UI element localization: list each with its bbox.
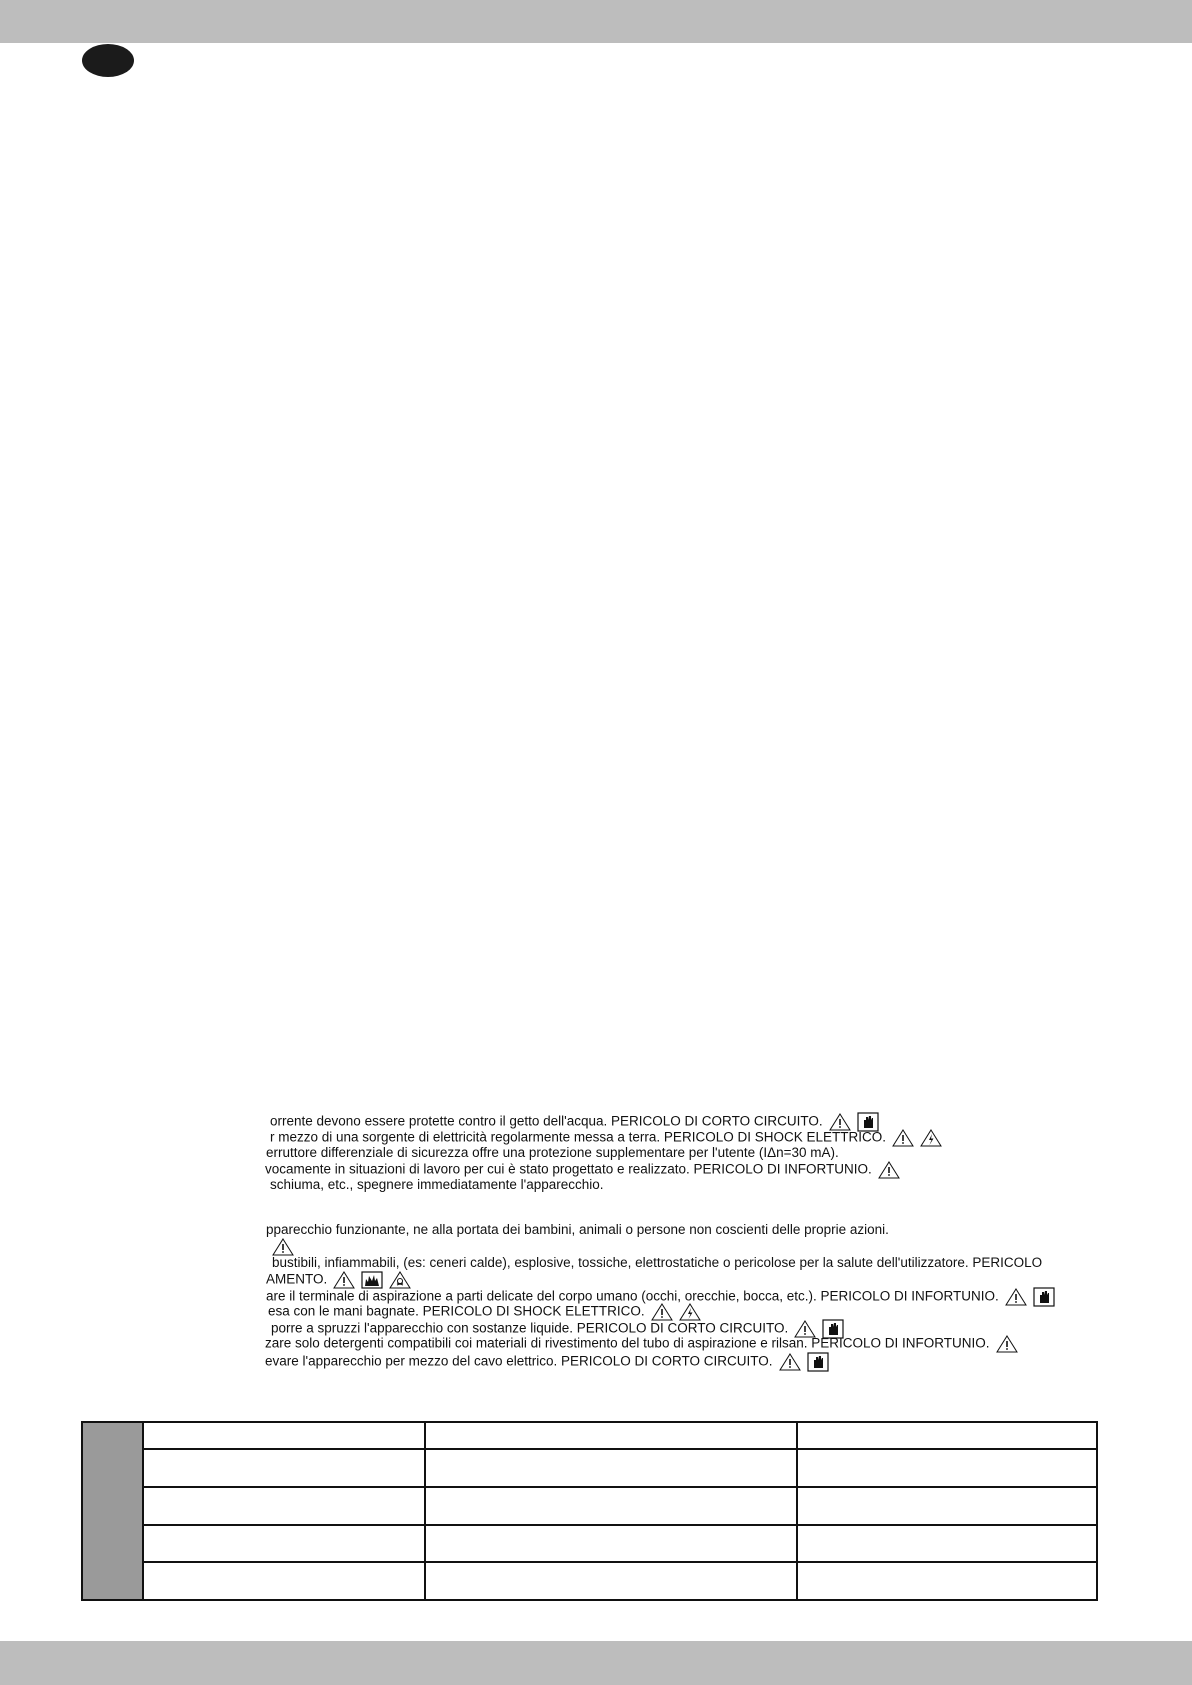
instruction-text: schiuma, etc., spegnere immediatamente l'apparecchio. bbox=[270, 1177, 604, 1192]
language-badge bbox=[82, 44, 134, 77]
warning-icon bbox=[878, 1161, 900, 1179]
warning-icon bbox=[996, 1335, 1018, 1353]
instruction-text: bustibili, infiammabili, (es: ceneri calde), esplosive, tossiche, elettrostatiche o pericolose per la salute dell'utilizzatore. PERICOLO bbox=[272, 1255, 1043, 1270]
warning-icon bbox=[272, 1238, 294, 1256]
table-cell bbox=[426, 1488, 798, 1524]
instruction-line bbox=[266, 1238, 294, 1256]
table-cell bbox=[798, 1526, 1096, 1562]
instruction-text: vocamente in situazioni di lavoro per cui è stato progettato e realizzato. PERICOLO DI INFORTUNIO. bbox=[265, 1161, 872, 1177]
instruction-line bbox=[265, 1335, 1018, 1353]
hand-icon bbox=[807, 1352, 829, 1372]
warning-icon bbox=[1005, 1288, 1027, 1306]
instruction-line bbox=[270, 1177, 604, 1193]
instruction-text: porre a spruzzi l'apparecchio con sostanze liquide. PERICOLO DI CORTO CIRCUITO. bbox=[271, 1320, 789, 1336]
instruction-line bbox=[272, 1255, 1042, 1271]
table-row bbox=[144, 1488, 1096, 1526]
table-row bbox=[144, 1526, 1096, 1564]
instruction-line bbox=[266, 1145, 839, 1161]
table-cell bbox=[426, 1563, 798, 1599]
instruction-text: AMENTO. bbox=[266, 1271, 328, 1287]
warning-icon bbox=[892, 1129, 914, 1147]
table-cell bbox=[144, 1450, 426, 1486]
instruction-text: esa con le mani bagnate. PERICOLO DI SHOCK ELETTRICO. bbox=[268, 1303, 645, 1319]
table-header-row bbox=[144, 1423, 1096, 1450]
table-cell bbox=[798, 1423, 1096, 1448]
warning-icon bbox=[779, 1353, 801, 1371]
table-side-bar bbox=[83, 1423, 144, 1599]
table-row bbox=[144, 1563, 1096, 1599]
instruction-text: r mezzo di una sorgente di elettricità regolarmente messa a terra. PERICOLO DI SHOCK ELETTRICO. bbox=[270, 1129, 886, 1145]
table-cell bbox=[144, 1423, 426, 1448]
hand-icon bbox=[1033, 1287, 1055, 1307]
table-cell bbox=[426, 1526, 798, 1562]
table-cell bbox=[144, 1563, 426, 1599]
table-cell bbox=[144, 1488, 426, 1524]
instruction-text: are il terminale di aspirazione a parti delicate del corpo umano (occhi, orecchie, bocca, etc.). PERICOLO DI INFORTUNIO. bbox=[266, 1288, 999, 1304]
instruction-line bbox=[265, 1352, 829, 1372]
table-cell bbox=[798, 1450, 1096, 1486]
instruction-text: orrente devono essere protette contro il getto dell'acqua. PERICOLO DI CORTO CIRCUITO. bbox=[270, 1113, 823, 1129]
bottom-band bbox=[0, 1641, 1192, 1685]
instruction-line bbox=[266, 1222, 889, 1238]
table-cell bbox=[798, 1563, 1096, 1599]
table-cell bbox=[426, 1450, 798, 1486]
instruction-text: erruttore differenziale di sicurezza offre una protezione supplementare per l'utente (IΔn=30 mA). bbox=[266, 1145, 839, 1160]
data-table bbox=[81, 1421, 1098, 1601]
table-cell bbox=[426, 1423, 798, 1448]
table-cell bbox=[144, 1526, 426, 1562]
table-cell bbox=[798, 1488, 1096, 1524]
top-band bbox=[0, 0, 1192, 43]
electric-shock-icon bbox=[920, 1129, 942, 1147]
instruction-text: zare solo detergenti compatibili coi materiali di rivestimento del tubo di aspirazione e rilsan. PERICOLO DI INFORTUNIO. bbox=[265, 1335, 990, 1351]
table-grid bbox=[144, 1423, 1096, 1599]
instruction-text: pparecchio funzionante, ne alla portata dei bambini, animali o persone non coscienti delle proprie azioni. bbox=[266, 1222, 889, 1237]
table-row bbox=[144, 1450, 1096, 1488]
instruction-text: evare l'apparecchio per mezzo del cavo elettrico. PERICOLO DI CORTO CIRCUITO. bbox=[265, 1353, 773, 1369]
